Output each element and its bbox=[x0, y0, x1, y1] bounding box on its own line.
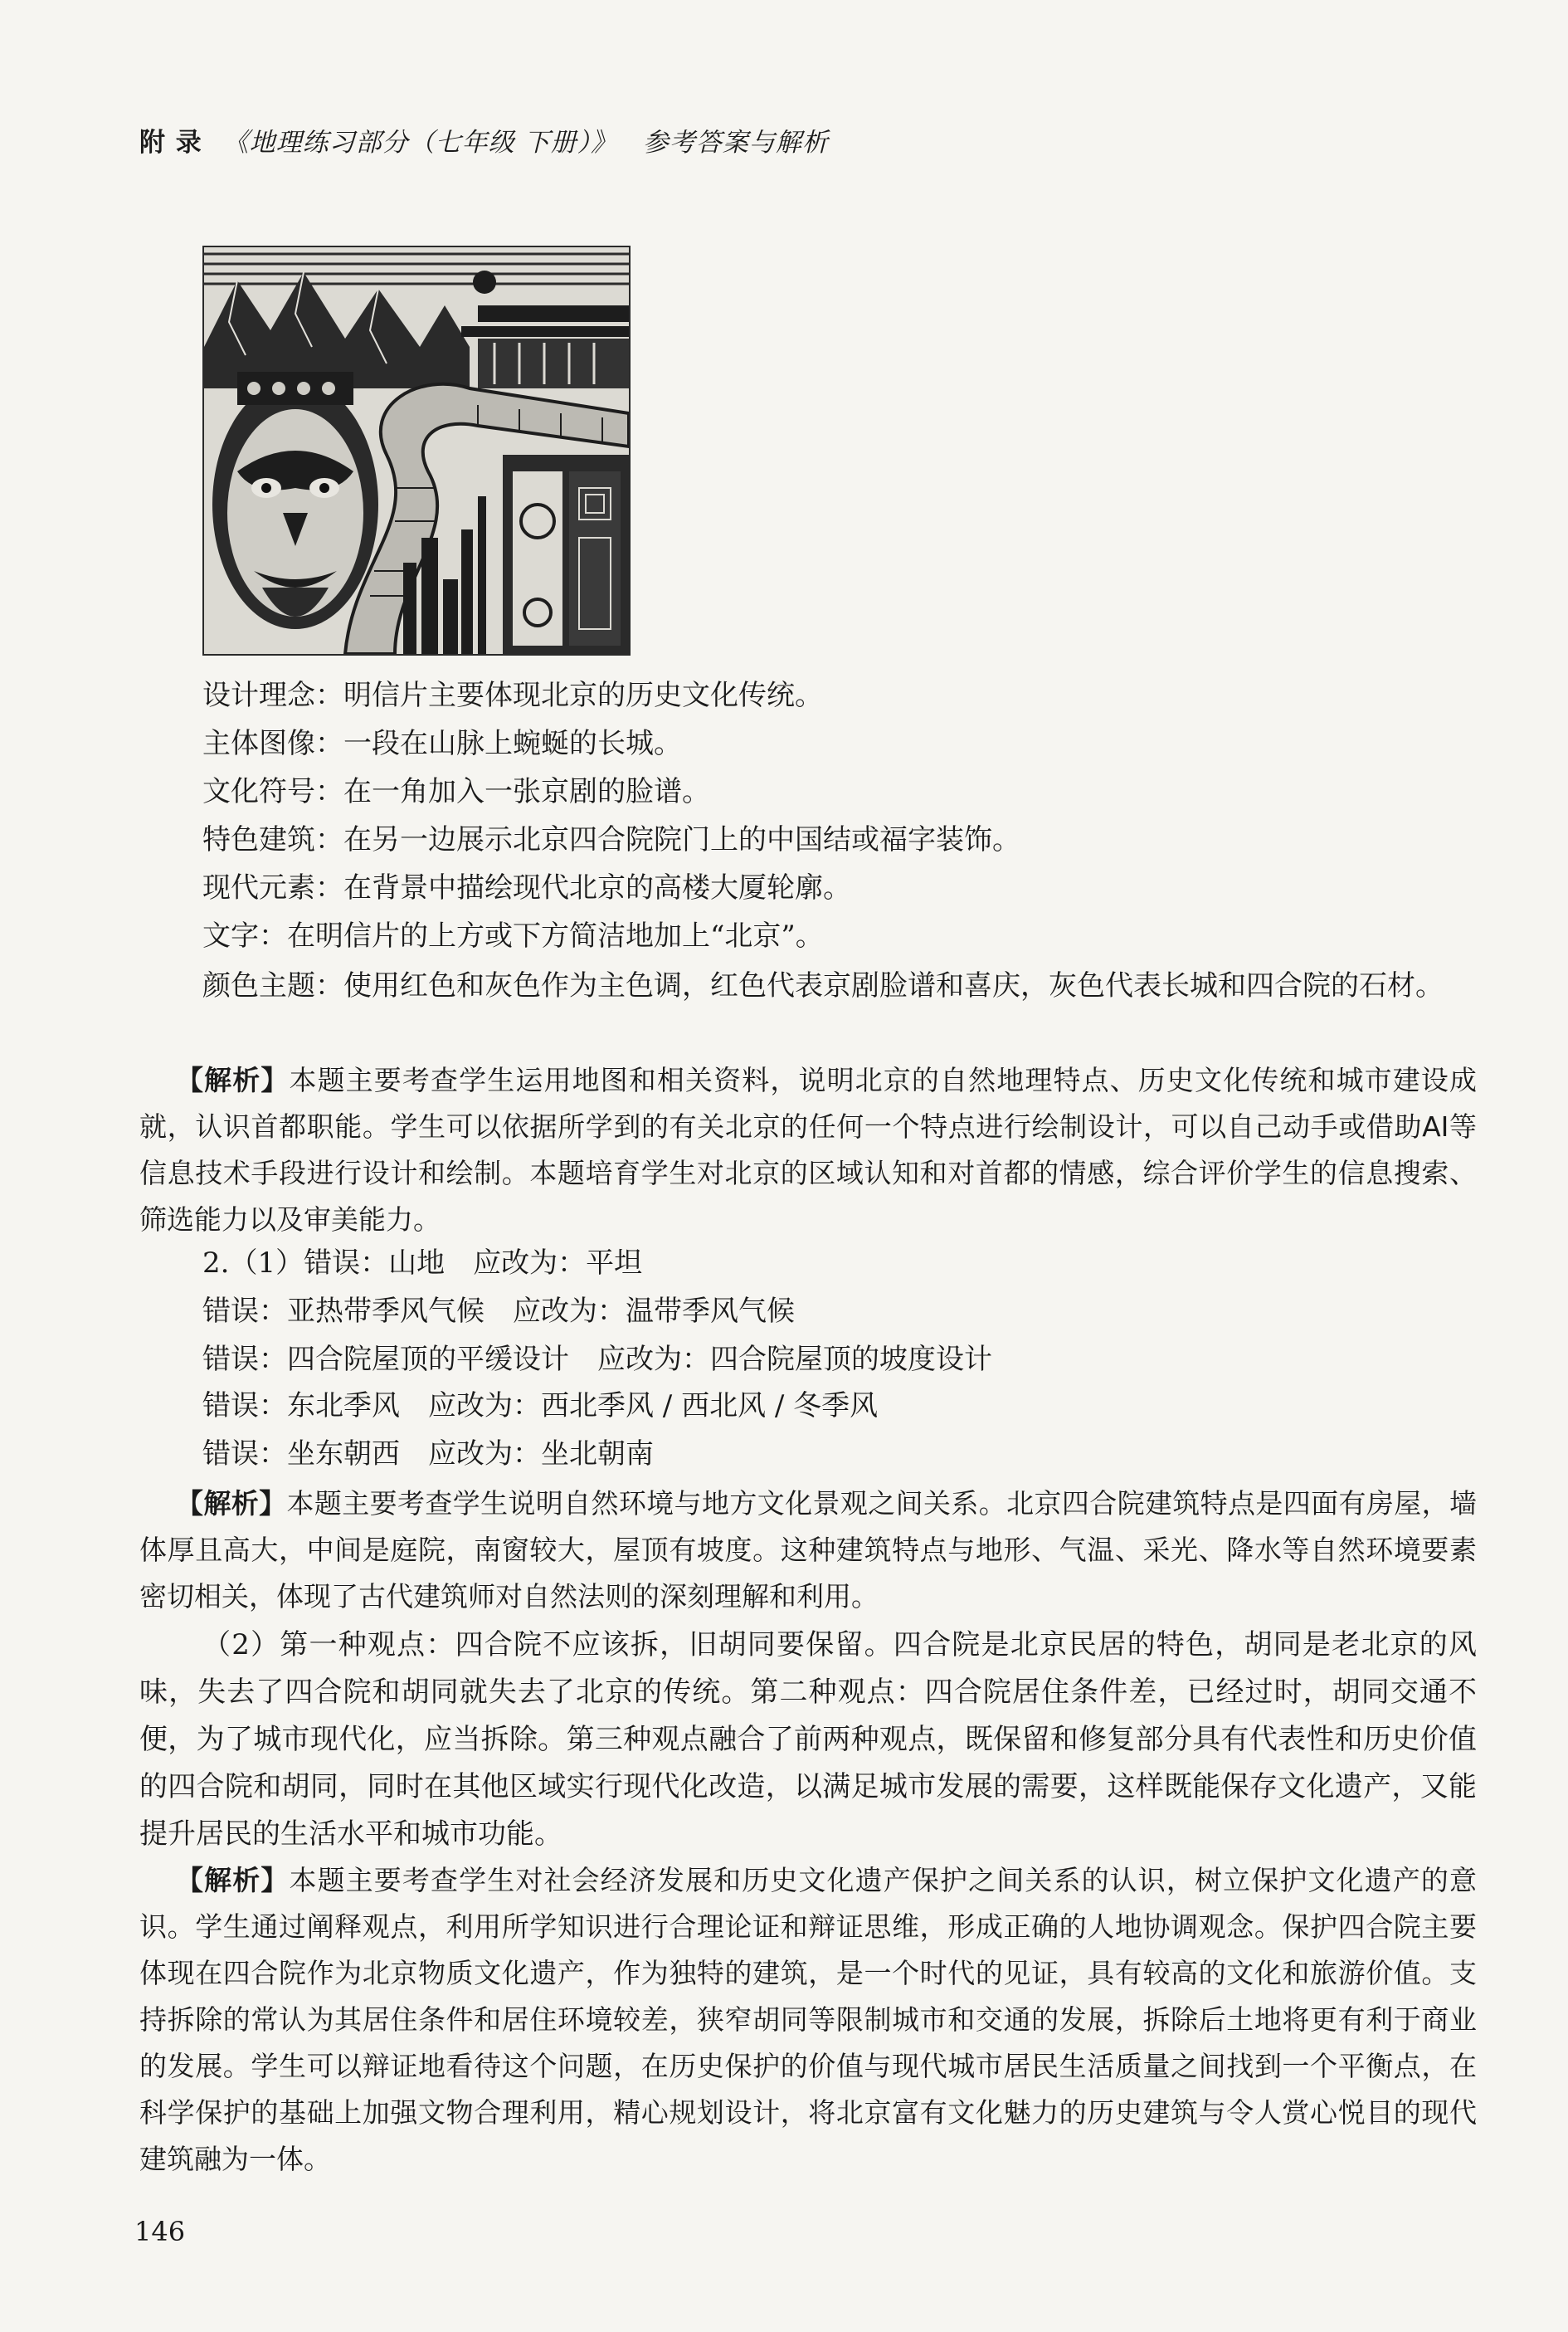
analysis-3-text: 本题主要考查学生对社会经济发展和历史文化遗产保护之间关系的认识，树立保护文化遗产的意识。学生通过阐释观点，利用所学知识进行合理论证和辩证思维，形成正确的人地协调观念。保护四合院主要体现在四合院作为北京物质文化遗产，作为独特的建筑，是一个时代的见证，具有较高的文化和旅游价值。支持拆除的常认为其居住条件和居住环境较差，狭窄胡同等限制城市和交通的发展，拆除后土地将更有利于商业的发展。学生可以辩证地看待这个问题，在历史保护的价值与现代城市居民生活质量之间找到一个平衡点，在科学保护的基础上加强文物合理利用，精心规划设计，将北京富有文化魅力的历史建筑与令人赏心悦目的现代建筑融为一体。 bbox=[139, 1864, 1478, 2175]
analysis-1 bbox=[139, 1057, 1477, 1243]
running-header bbox=[139, 121, 829, 159]
analysis-1-tag: 【解析】 bbox=[176, 1064, 290, 1096]
analysis-3 bbox=[139, 1857, 1477, 2183]
design-color-theme: 颜色主题：使用红色和灰色作为主色调，红色代表京剧脸谱和喜庆，灰色代表长城和四合院的石材。 bbox=[202, 969, 1444, 1003]
header-appendix-label: 附 录 bbox=[139, 128, 202, 158]
design-text: 文字：在明信片的上方或下方简洁地加上“北京”。 bbox=[202, 920, 824, 953]
design-modern-element: 现代元素：在背景中描绘现代北京的高楼大厦轮廓。 bbox=[202, 871, 851, 905]
design-feature-building: 特色建筑：在另一边展示北京四合院院门上的中国结或福字装饰。 bbox=[202, 823, 1020, 856]
sun-icon bbox=[473, 271, 496, 294]
correction-5: 错误：坐东朝西 应改为：坐北朝南 bbox=[202, 1437, 654, 1471]
header-subtitle: 参考答案与解析 bbox=[642, 128, 829, 158]
page-number: 146 bbox=[134, 2216, 186, 2247]
analysis-3-tag: 【解析】 bbox=[176, 1864, 290, 1896]
design-main-image: 主体图像：一段在山脉上蜿蜒的长城。 bbox=[202, 727, 682, 760]
analysis-2-tag: 【解析】 bbox=[176, 1487, 287, 1520]
part-2-answer: （2）第一种观点：四合院不应该拆，旧胡同要保留。四合院是北京民居的特色，胡同是老北京的风味，失去了四合院和胡同就失去了北京的传统。第二种观点：四合院居住条件差，已经过时，胡同交通不便，为了城市现代化，应当拆除。第三种观点融合了前两种观点，既保留和修复部分具有代表性和历史价值的四合院和胡同，同时在其他区域实行现代化改造，以满足城市发展的需要，这样既能保存文化遗产，又能提升居民的生活水平和城市功能。 bbox=[139, 1628, 1477, 1851]
siheyuan-door bbox=[503, 455, 629, 654]
analysis-2 bbox=[139, 1481, 1477, 1620]
woodcut-image bbox=[204, 247, 629, 654]
design-concept: 设计理念：明信片主要体现北京的历史文化传统。 bbox=[202, 679, 823, 712]
analysis-2-text: 本题主要考查学生说明自然环境与地方文化景观之间关系。北京四合院建筑特点是四面有房屋，墙体厚且高大，中间是庭院，南窗较大，屋顶有坡度。这种建筑特点与地形、气温、采光、降水等自然环境要素密切相关，体现了古代建筑师对自然法则的深刻理解和利用。 bbox=[139, 1487, 1478, 1612]
correction-3: 错误：四合院屋顶的平缓设计 应改为：四合院屋顶的坡度设计 bbox=[202, 1343, 992, 1376]
postcard-illustration bbox=[202, 246, 631, 656]
palace-building bbox=[461, 305, 629, 388]
correction-4: 错误：东北季风 应改为：西北季风 / 西北风 / 冬季风 bbox=[202, 1389, 879, 1422]
analysis-1-text: 本题主要考查学生运用地图和相关资料，说明北京的自然地理特点、历史文化传统和城市建设成就，认识首都职能。学生可以依据所学到的有关北京的任何一个特点进行绘制设计，可以自己动手或借助AI等信息技术手段进行设计和绘制。本题培育学生对北京的区域认知和对首都的情感，综合评价学生的信息搜索、筛选能力以及审美能力。 bbox=[139, 1064, 1478, 1236]
correction-2: 错误：亚热带季风气候 应改为：温带季风气候 bbox=[202, 1295, 795, 1328]
header-book-title: 《地理练习部分（七年级 下册）》 bbox=[222, 128, 618, 158]
correction-1: 2.（1）错误：山地 应改为：平坦 bbox=[202, 1246, 643, 1280]
design-cultural-symbol: 文化符号：在一角加入一张京剧的脸谱。 bbox=[202, 775, 710, 808]
